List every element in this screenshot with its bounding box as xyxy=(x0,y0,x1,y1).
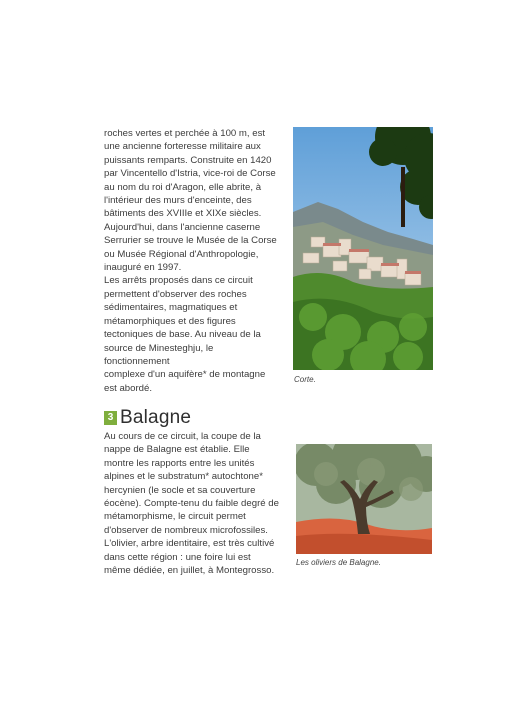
section-number-badge: 3 xyxy=(104,411,117,425)
corte-paragraph: roches vertes et perchée à 100 m, est une ancienne forteresse militaire aux puissants remparts. Construite en 1420 par Vincentello d'Istria, vice-roi de Corse au nom du roi d'Aragon, elle abrite, à l'intérieur des murs d'enceinte, des bâtiments des XVIIIe et XIXe siècles. Aujourd'hui, dans l'ancienne caserne Serrurier se trouve le Musée de la Corse ou Musée Régional d'Anthropologie, inauguré en 1997. Les arrêts proposés dans ce circuit permettent d'observer des roches sédimentaires, magmatiques et métamorphiques et des figures tectoniques de base. Au niveau de la source de Minesteghju, le fonctionnement complexe d'un aquifère* de montagne est abordé. xyxy=(104,128,277,394)
corte-landscape-image xyxy=(293,127,433,370)
balagne-paragraph: Au cours de ce circuit, la coupe de la nappe de Balagne est établie. Elle montre les rapports entre les unités alpines et le substratum* autochtone* hercynien (le socle et sa couverture éocène). Compte-tenu du faible degré de métamorphisme, le circuit permet d'observer de nombreux microfossiles. L'olivier, arbre identitaire, est très cultivé dans cette région : une foire lui est même dédiée, en juillet, à Montegrosso. xyxy=(104,431,279,577)
olive-tree-image xyxy=(296,444,432,554)
section-heading xyxy=(104,407,191,429)
section-corte-text xyxy=(104,127,280,395)
corte-caption: Corte. xyxy=(294,375,316,384)
corte-photo xyxy=(293,127,433,370)
balagne-photo xyxy=(296,444,432,554)
section-balagne-text xyxy=(104,430,280,577)
section-title: Balagne xyxy=(120,407,192,428)
balagne-caption: Les oliviers de Balagne. xyxy=(296,558,381,567)
